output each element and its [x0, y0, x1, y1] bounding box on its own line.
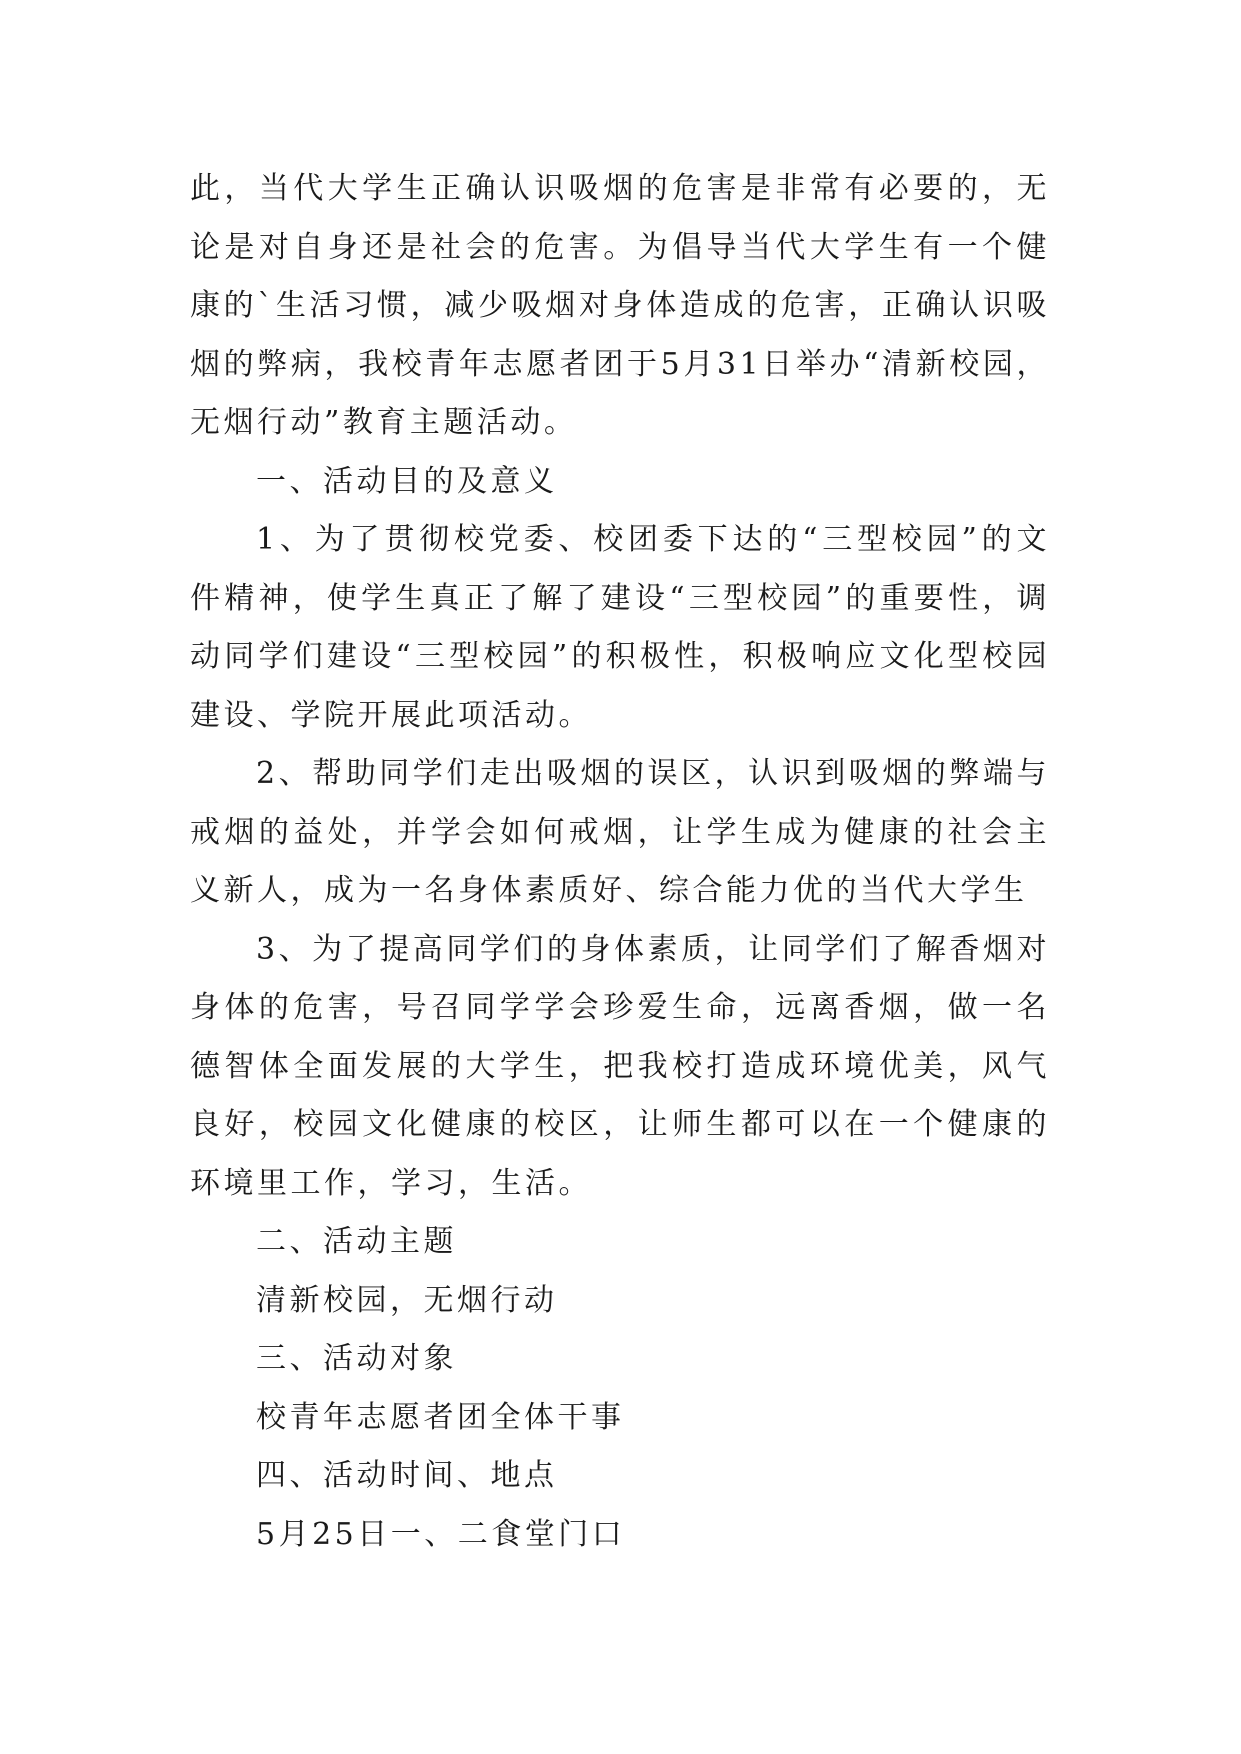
section-heading-theme: 二、活动主题	[256, 1224, 457, 1259]
theme-text: 清新校园，无烟行动	[256, 1282, 558, 1318]
document-page	[190, 160, 1050, 1564]
time-place-text: 5月25日一、二食堂门口	[256, 1516, 626, 1552]
purpose-item-3: 3、为了提高同学们的身体素质，让同学们了解香烟对身体的危害，号召同学学会珍爱生命，远离香烟，做一名德智体全面发展的大学生，把我校打造成环境优美，风气良好，校园文化健康的校区，让师生都可以在一个健康的环境里工作，学习，生活。	[190, 931, 1050, 1201]
purpose-item-2: 2、帮助同学们走出吸烟的误区，认识到吸烟的弊端与戒烟的益处，并学会如何戒烟，让学生成为健康的社会主义新人，成为一名身体素质好、综合能力优的当代大学生	[190, 756, 1050, 908]
section-heading-audience: 三、活动对象	[256, 1341, 457, 1376]
section-heading-purpose: 一、活动目的及意义	[256, 463, 558, 499]
purpose-item-1: 1、为了贯彻校党委、校团委下达的“三型校园”的文件精神，使学生真正了解了建设“三型校园”的重要性，调动同学们建设“三型校园”的积极性，积极响应文化型校园建设、学院开展此项活动。	[190, 522, 1050, 733]
audience-text: 校青年志愿者团全体干事	[256, 1399, 625, 1435]
section-heading-time-place: 四、活动时间、地点	[256, 1458, 558, 1493]
intro-paragraph: 此，当代大学生正确认识吸烟的危害是非常有必要的，无论是对自身还是社会的危害。为倡导当代大学生有一个健康的`生活习惯，减少吸烟对身体造成的危害，正确认识吸烟的弊病，我校青年志愿者团于5月31日举办“清新校园，无烟行动”教育主题活动。	[190, 171, 1050, 440]
